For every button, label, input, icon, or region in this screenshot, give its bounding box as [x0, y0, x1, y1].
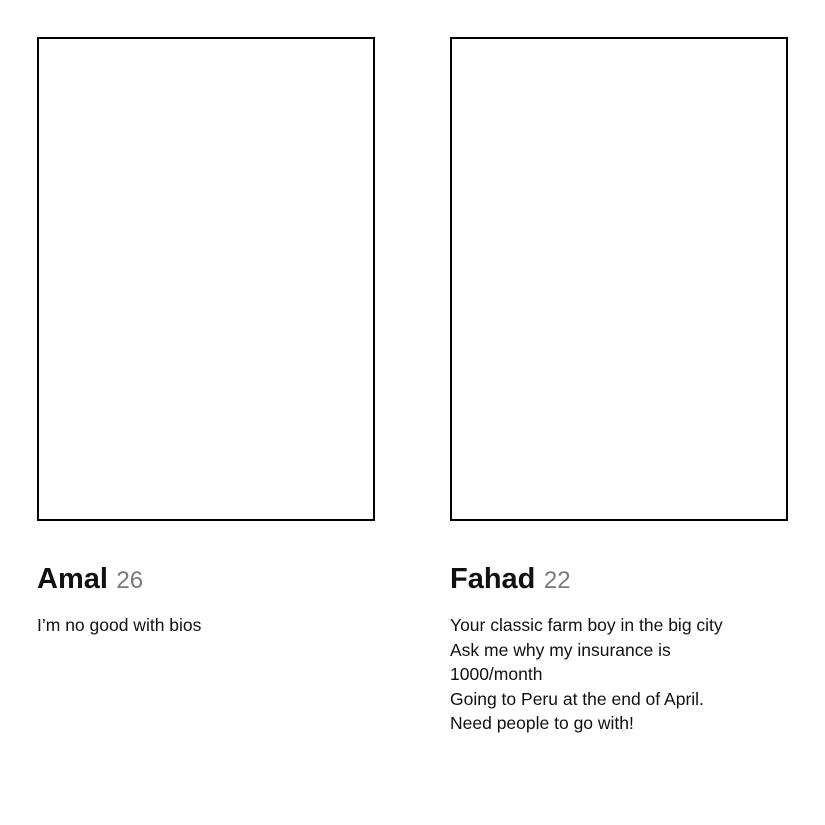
bio-line: Going to Peru at the end of April.: [450, 688, 704, 709]
profile-age: 26: [116, 567, 144, 594]
profile-bio: [37, 613, 347, 638]
profile-bio: [450, 613, 760, 736]
bio-line: Need people to go with!: [450, 713, 634, 733]
bio-line: Your classic farm boy in the big city: [450, 615, 723, 635]
profile-photo-placeholder[interactable]: [450, 37, 788, 521]
profile-header: [37, 561, 375, 597]
profile-age: 22: [543, 567, 571, 594]
profile-name: Fahad: [450, 563, 536, 595]
bio-line: Ask me why my insurance is 1000/month: [450, 639, 671, 684]
profile-photo-placeholder[interactable]: [37, 37, 375, 521]
profile-card-amal[interactable]: [37, 37, 375, 638]
bio-line: I’m no good with bios: [37, 615, 202, 635]
profile-name: Amal: [37, 563, 108, 595]
profile-header: [450, 561, 788, 597]
profile-card-fahad[interactable]: [450, 37, 788, 736]
